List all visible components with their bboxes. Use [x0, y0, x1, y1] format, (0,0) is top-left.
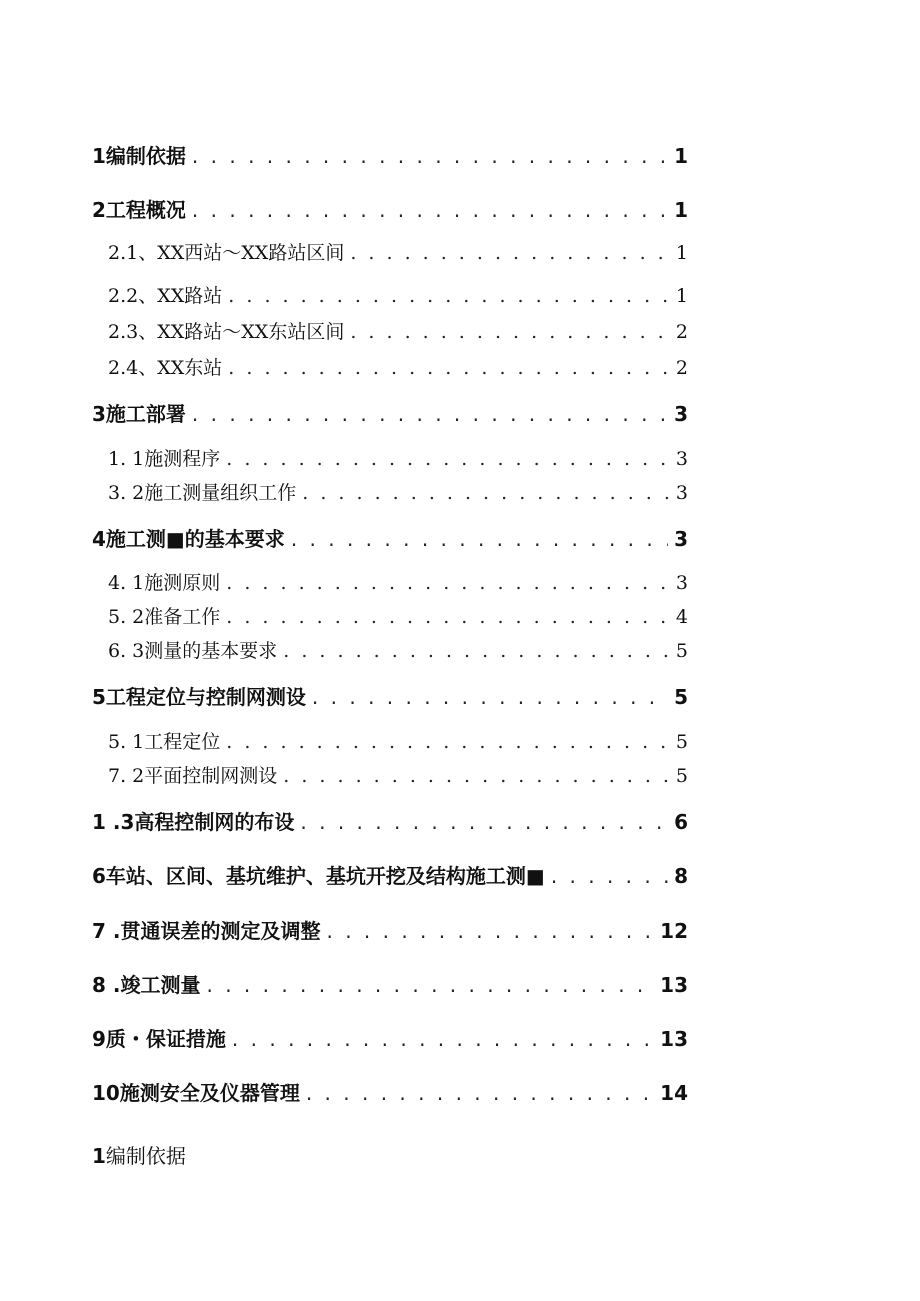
toc-entry[interactable]: [92, 398, 688, 427]
toc-entry[interactable]: [108, 281, 688, 308]
toc-entry-label: 5. 2准备工作: [108, 606, 221, 628]
section-heading-title: 编制依据: [105, 1144, 186, 1168]
toc-page-number: 5: [675, 731, 688, 753]
toc-page-number: 2: [675, 357, 688, 379]
toc-dot-leader: [302, 482, 670, 504]
toc-entry[interactable]: [108, 317, 688, 344]
toc-dot-leader: [226, 606, 670, 628]
toc-dot-leader: [283, 765, 670, 787]
toc-page-number: 3: [675, 482, 688, 504]
toc-page-number: 1: [675, 285, 688, 307]
toc-entry-label: 2工程概况: [92, 198, 186, 222]
section-heading-number: 1: [92, 1144, 106, 1168]
toc-entry-label: 5. 1工程定位: [108, 731, 221, 753]
toc-dot-leader: [226, 731, 670, 753]
toc-dot-leader: [192, 144, 668, 168]
toc-dot-leader: [206, 973, 654, 997]
toc-page-number: 1: [675, 242, 688, 264]
toc-dot-leader: [232, 1027, 654, 1051]
toc-entry[interactable]: [92, 1023, 688, 1052]
toc-entry-label: 8 .竣工测量: [92, 973, 201, 997]
toc-entry-label: 5工程定位与控制网测设: [92, 685, 306, 709]
toc-dot-leader: [306, 1081, 654, 1105]
toc-entry[interactable]: [108, 568, 688, 595]
toc-page-number: 14: [660, 1081, 688, 1105]
toc-page-number: 5: [675, 765, 688, 787]
toc-entry-label: 2.1、XX西站～XX路站区间: [108, 242, 345, 264]
toc-entry[interactable]: [92, 681, 688, 710]
toc-entry-label: 1. 1施测程序: [108, 448, 221, 470]
toc-dot-leader: [228, 357, 670, 379]
toc-entry[interactable]: [92, 194, 688, 223]
toc-entry[interactable]: [92, 915, 688, 944]
toc-entry-label: 9质・保证措施: [92, 1027, 226, 1051]
toc-dot-leader: [226, 448, 670, 470]
toc-page-number: 3: [674, 402, 688, 426]
toc-page-number: 6: [674, 810, 688, 834]
toc-page-number: 3: [675, 448, 688, 470]
toc-entry[interactable]: [92, 1077, 688, 1106]
toc-page-number: 1: [674, 198, 688, 222]
toc-entry-label: 4. 1施测原则: [108, 572, 221, 594]
toc-page-number: 13: [660, 973, 688, 997]
section-heading: [92, 1140, 186, 1169]
toc-entry-label: 1 .3高程控制网的布设: [92, 810, 295, 834]
toc-dot-leader: [228, 285, 670, 307]
toc-entry[interactable]: [108, 353, 688, 380]
toc-entry-label: 7 .贯通误差的测定及调整: [92, 919, 321, 943]
toc-entry[interactable]: [92, 806, 688, 835]
toc-dot-leader: [350, 321, 670, 343]
toc-entry[interactable]: [92, 523, 688, 552]
toc-dot-leader: [192, 198, 668, 222]
toc-entry[interactable]: [92, 969, 688, 998]
toc-entry[interactable]: [92, 860, 688, 889]
toc-page-number: 1: [674, 144, 688, 168]
toc-dot-leader: [192, 402, 668, 426]
toc-entry[interactable]: [108, 636, 688, 663]
toc-page-number: 3: [675, 572, 688, 594]
toc-entry[interactable]: [108, 727, 688, 754]
toc-entry[interactable]: [108, 761, 688, 788]
toc-page-number: 12: [660, 919, 688, 943]
toc-entry[interactable]: [92, 140, 688, 169]
toc-entry-label: 3. 2施工测量组织工作: [108, 482, 297, 504]
toc-page-number: 2: [675, 321, 688, 343]
toc-entry-label: 7. 2平面控制网测设: [108, 765, 278, 787]
toc-dot-leader: [300, 810, 668, 834]
toc-page-number: 4: [675, 606, 688, 628]
toc-page-number: 8: [674, 864, 688, 888]
toc-entry[interactable]: [108, 478, 688, 505]
toc-entry-label: 2.3、XX路站～XX东站区间: [108, 321, 345, 343]
toc-dot-leader: [326, 919, 654, 943]
toc-dot-leader: [226, 572, 670, 594]
toc-entry-label: 4施工测■的基本要求: [92, 527, 285, 551]
toc-page-number: 5: [674, 685, 688, 709]
toc-dot-leader: [283, 640, 670, 662]
toc-page-number: 3: [674, 527, 688, 551]
toc-entry-label: 2.2、XX路站: [108, 285, 223, 307]
toc-entry-label: 2.4、XX东站: [108, 357, 223, 379]
toc-dot-leader: [312, 685, 668, 709]
toc-entry-label: 10施测安全及仪器管理: [92, 1081, 300, 1105]
toc-dot-leader: [350, 242, 670, 264]
toc-entry-label: 1编制依据: [92, 144, 186, 168]
toc-entry[interactable]: [108, 444, 688, 471]
toc-page-number: 13: [660, 1027, 688, 1051]
toc-entry-label: 3施工部署: [92, 402, 186, 426]
toc-entry[interactable]: [108, 238, 688, 265]
toc-entry-label: 6. 3测量的基本要求: [108, 640, 278, 662]
toc-entry[interactable]: [108, 602, 688, 629]
toc-entry-label: 6车站、区间、基坑维护、基坑开挖及结构施工测■: [92, 864, 545, 888]
toc-dot-leader: [551, 864, 668, 888]
toc-page-number: 5: [675, 640, 688, 662]
toc-dot-leader: [291, 527, 668, 551]
